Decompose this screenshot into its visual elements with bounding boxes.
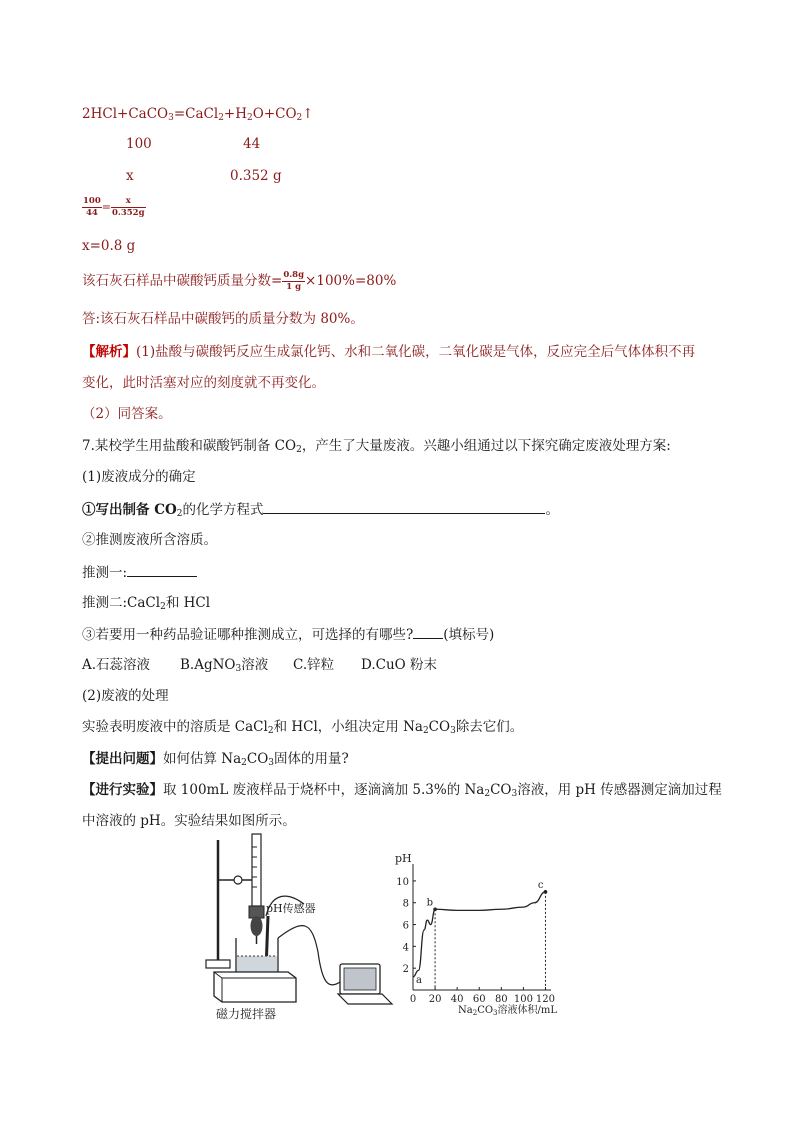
point-label-b: b xyxy=(426,897,434,909)
x-tick-label: 60 xyxy=(472,994,486,1005)
sensor-label: pH传感器 xyxy=(266,902,316,915)
subquestion-1: ①写出制备 $CO_2$的化学方程式 。 xyxy=(82,499,559,520)
known-mass: 0.352 g xyxy=(230,168,282,184)
mass-fraction-line: 该石灰石样品中碳酸钙质量分数= $\frac{0.8g}{1 g}$ ×100%=80% xyxy=(82,270,397,292)
experiment-line-2: 中溶液的 pH。实验结果如图所示。 xyxy=(82,813,296,829)
burette-tip xyxy=(251,916,263,936)
guess-2: 推测二:CaCl$_2$和 HCl xyxy=(82,595,211,612)
experiment-line-1: 【进行实验】取 100mL 废液样品于烧杯中，逐滴滴加 5.3%的 $Na_2CO_3$溶液，用 pH 传感器测定滴加过程 xyxy=(82,782,722,799)
chemical-equation: $2HCl+CaCO_3=CaCl_2+H_2O+CO_2↑$ xyxy=(82,106,314,123)
guess-1-blank[interactable] xyxy=(127,562,197,577)
x-axis-label: $Na_2CO_3$溶液体积/mL xyxy=(458,1005,558,1017)
option-b: B.AgNO$_3$溶液 xyxy=(180,657,269,674)
laptop-keyboard xyxy=(338,994,392,1004)
unknown-var: x xyxy=(126,168,134,184)
beaker-liquid xyxy=(237,956,277,971)
part-1-heading: (1)废液成分的确定 xyxy=(82,469,196,485)
analysis-line-2: 变化，此时活塞对应的刻度就不再变化。 xyxy=(82,375,325,391)
axes xyxy=(413,864,551,990)
answer-line: 答:该石灰石样品中碳酸钙的质量分数为 80%。 xyxy=(82,311,364,327)
proportion: $\frac{100}{44}$ = $\frac{x}{0.352g}$ xyxy=(83,196,145,218)
point-label-a: a xyxy=(416,975,422,987)
y-tick-label: 8 xyxy=(402,898,409,910)
choice-blank[interactable] xyxy=(413,624,443,639)
question-7-intro: 7.某校学生用盐酸和碳酸钙制备 $CO_2$，产生了大量废液。兴趣小组通过以下探究确定废液处理方案: xyxy=(82,438,671,455)
fraction-3: $\frac{0.8g}{1 g}$ xyxy=(283,270,305,292)
equation-answer-blank[interactable] xyxy=(263,499,545,514)
y-axis-label: pH xyxy=(395,852,412,865)
y-tick-label: 2 xyxy=(402,964,409,976)
burette xyxy=(252,834,261,906)
x-tick-label: 40 xyxy=(450,994,464,1005)
x-result: x=0.8 g xyxy=(82,238,136,254)
subquestion-2: ②推测废液所含溶质。 xyxy=(82,532,217,548)
clamp-knob xyxy=(234,876,242,884)
point-marker-b xyxy=(433,907,437,911)
stirrer-label: 磁力搅拌器 xyxy=(216,1007,277,1021)
y-tick-label: 4 xyxy=(402,942,409,954)
x-tick-label: 20 xyxy=(428,994,442,1005)
raise-question: 【提出问题】如何估算 $Na_2CO_3$固体的用量? xyxy=(82,751,349,768)
ph-chart xyxy=(395,848,580,1023)
x-tick-label: 80 xyxy=(494,994,508,1005)
option-c: C.锌粒 xyxy=(293,657,335,673)
stand-base xyxy=(206,960,230,968)
magnetic-stirrer xyxy=(214,972,296,1002)
y-tick-label: 6 xyxy=(402,920,409,932)
fraction-2: $\frac{x}{0.352g}$ xyxy=(111,196,145,218)
y-tick-label: 10 xyxy=(396,876,409,888)
point-marker-c xyxy=(544,890,548,894)
x-tick-label: 100 xyxy=(513,994,533,1005)
result-line: 实验表明废液中的溶质是 CaCl$_2$和 HCl，小组决定用 $Na_2CO_3$除去它们。 xyxy=(82,719,524,736)
subquestion-3: ③若要用一种药品验证哪种推测成立，可选择的有哪些? (填标号) xyxy=(82,624,494,645)
option-a: A.石蕊溶液 xyxy=(82,657,151,673)
point-label-c: c xyxy=(537,879,544,891)
x-tick-label: 120 xyxy=(535,994,556,1005)
molar-mass-left: 100 xyxy=(126,136,152,152)
apparatus-figure xyxy=(200,832,400,1022)
analysis-line-1: 【解析】(1)盐酸与碳酸钙反应生成氯化钙、水和二氧化碳，二氧化碳是气体，反应完全后气体体积不再 xyxy=(82,344,696,360)
guess-1: 推测一: xyxy=(82,562,197,583)
part-2-heading: (2)废液的处理 xyxy=(82,688,169,704)
option-d: D.CuO 粉末 xyxy=(361,657,438,673)
x-tick-label: 0 xyxy=(409,994,417,1005)
analysis-line-3: （2）同答案。 xyxy=(82,406,172,422)
fraction-1: $\frac{100}{44}$ xyxy=(83,196,101,218)
molar-mass-right: 44 xyxy=(243,136,261,152)
